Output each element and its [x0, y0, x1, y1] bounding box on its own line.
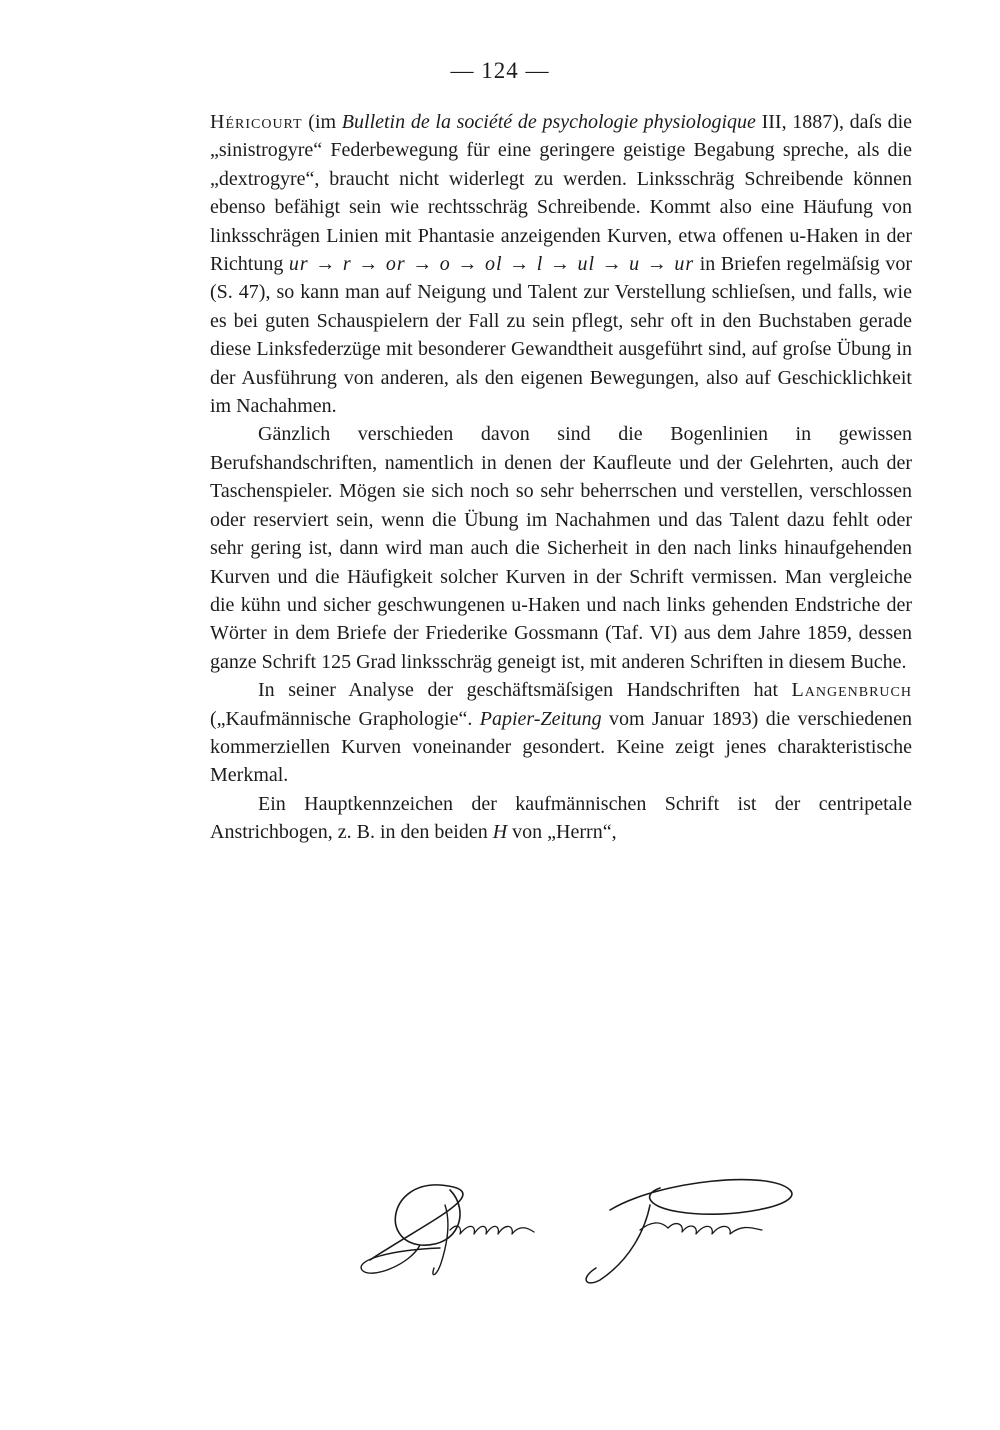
text-run: Ein Hauptkennzeichen der kaufmännischen Schrift ist der centripetale Anstrichbogen, z. B. in den beiden [210, 792, 912, 844]
text-run: in Briefen regelmäſsig vor (S. 47), so kann man auf Neigung und Talent zur Verstellung schlieſsen, und falls, wie es bei guten Schauspielern der Fall zu sein pflegt, sehr oft in den Buchstaben gerade diese Linksfederzüge mit besonderer Gewandtheit ausgeführt sind, auf groſse Übung in der Ausführung von anderen, als den eigenen Bewegungen, also auf Geschicklichkeit im Nachahmen. [210, 253, 912, 418]
text-run: vom Januar 1893) die verschiedenen kommerziellen Kurven voneinander gesondert. Keine zeigt jenes charakteristische Merkmal. [210, 707, 912, 787]
text-run: („Kaufmännische Graphologie“. [210, 707, 480, 730]
text-run: Gänzlich verschieden davon sind die Bogenlinien in gewissen Berufshandschriften, namentlich in denen der Kaufleute und der Gelehrten, auch der Taschenspieler. Mögen sie sich noch so sehr beherrschen und verstellen, verschlossen oder reserviert sein, wenn die Übung im Nachahmen und das Talent dazu fehlt oder sehr gering ist, dann wird man auch die Sicherheit in den nach links hinaufgehenden Kurven und die Häufigkeit solcher Kurven in der Schrift vermissen. Man vergleiche die kühn und sicher geschwungenen u-Haken und nach links gehenden Endstriche der Wörter in dem Briefe der Friederike Gossmann (Taf. VI) aus dem Jahre 1859, dessen ganze Schrift 125 Grad linksschräg geneigt ist, mit anderen Schriften in diesem Buche. [210, 423, 912, 673]
page-number: — 124 — [450, 58, 550, 83]
text-run: (im [302, 111, 342, 133]
text-run: von „Herrn“, [507, 821, 617, 844]
journal-title: Papier-Zeitung [479, 707, 602, 730]
handwriting-sample-herrn [350, 1150, 830, 1300]
stroke-direction-sequence: ur → r → or → o → ol → l → ul → u → ur [288, 253, 695, 276]
journal-title: Bulletin de la société de psychologie physiologique [341, 111, 756, 133]
author-name: Langenbruch [791, 679, 912, 702]
author-name: Héricourt [210, 111, 303, 133]
paragraph-4 [210, 790, 912, 847]
text-run: In seiner Analyse der geschäftsmäſsigen Handschriften hat [258, 679, 792, 702]
paragraph-3 [210, 676, 912, 790]
letter-h: H [492, 821, 508, 844]
text-run: III, 1887), daſs die „sinistrogyre“ Federbewegung für eine geringere geistige Begabung spreche, als die „dextrogyre“, braucht nicht widerlegt zu werden. Linksschräg Schreibende können ebenso befähigt sein wie rechtsschräg Schreibende. Kommt also eine Häufung von linksschrägen Linien mit Phantasie anzeigenden Kurven, etwa offenen u-Haken in der Richtung [210, 111, 912, 276]
paragraph-2 [210, 420, 912, 676]
paragraph-1 [210, 108, 912, 420]
text-body [210, 108, 912, 847]
